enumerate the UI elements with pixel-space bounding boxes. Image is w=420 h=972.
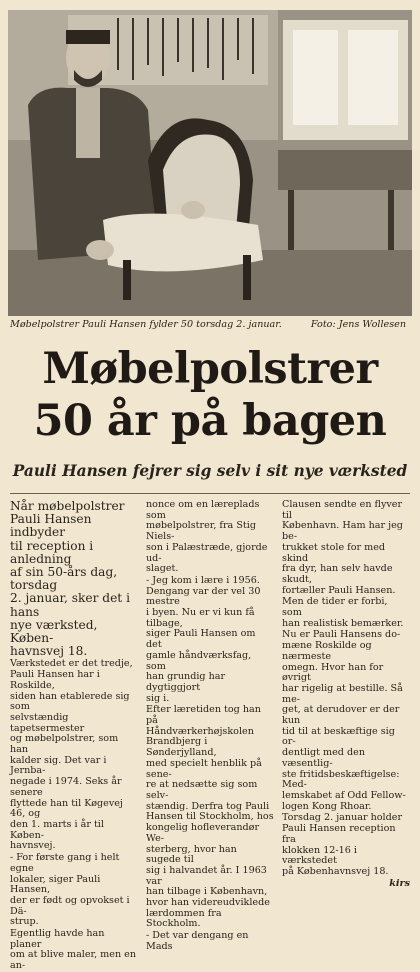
paragraph: Nu er Pauli Hansens do- mæne Roskilde og nærmeste omegn. Hvor han for øvrigt har rigelig at bestille. Så me- get, at derudover er der kun tid til at beskæftige sig or- dentligt med den væsentlig- ste fritidsbeskæftigelse: Med- lemskabet af Odd Fellow- logen Kong Rhoar. [282, 629, 406, 812]
divider [10, 493, 410, 494]
article-column-1 [10, 499, 138, 972]
paragraph: - Jeg kom i lære i 1956. Dengang var der vel 30 mestre i byen. Nu er vi kun få tilbage, siger Pauli Hansen om det gamle håndværksfag, som han grundig har dygtiggjort sig i. [146, 574, 261, 704]
caption-text: Møbelpolstrer Pauli Hansen fylder 50 torsdag 2. januar. [10, 319, 282, 330]
paragraph: Værkstedet er det tredje, Pauli Hansen har i Roskilde, siden han etablerede sig som selvstændig tapetsermester og møbelpolstrer, som han kalder sig. Det var i Jernba- negade i 1974. Seks år senere flyttede han til Køgevej 46, og den 1. marts i år til Køben- havnsvej. [10, 658, 133, 852]
headline-line-2: 50 år på bagen [33, 396, 387, 446]
lead-paragraph: Når møbelpolstrer Pauli Hansen indbyder til reception i anledning af sin 50-års dag, torsdag 2. januar, sker det i hans nye værksted, Køben- havnsvej 18. [10, 499, 130, 659]
paragraph: Egentlig havde han planer om at blive maler, men en an- [10, 928, 137, 972]
photo-caption [10, 319, 410, 333]
subheadline: Pauli Hansen fejrer sig selv i sit nye værksted [12, 462, 408, 480]
article-column-2 [146, 499, 274, 952]
paragraph: - Det var dengang en Mads [146, 930, 249, 952]
photo-credit: Foto: Jens Wollesen [310, 319, 406, 330]
paragraph: Men de tider er forbi, som han realistisk bemærker. [282, 596, 404, 629]
author-signature: kirs [389, 877, 410, 889]
paragraph: Clausen sendte en flyver til København. Ham har jeg be- trukket stole for med skind fra dyr, han selv havde skudt, fortæller Pauli Hansen. [282, 499, 403, 596]
article-photo [8, 10, 412, 316]
paragraph: Efter læretiden tog han på Håndværkerhøjskolen Brandbjerg i Sønderjylland, med specielt henblik på sene- re at nedsætte sig som selv- stændig. Derfra tog Pauli Hansen til Stockholm, hos kongelig hofleverandør We- sterberg, hvor han sugede til sig i halvandet år. I 1963 var han tilbage i København, hvor han videreudviklede lærdommen fra Stockholm. [146, 704, 274, 930]
paragraph: Torsdag 2. januar holder Pauli Hansen reception fra klokken 12-16 i værkstedet på Københavnsvej 18. [282, 812, 403, 877]
headline-line-1: Møbelpolstrer [42, 344, 378, 394]
article-column-3 [282, 499, 410, 889]
paragraph: nonce om en læreplads som møbelpolstrer, fra Stig Niels- son i Palæstræde, gjorde ud- slaget. [146, 499, 268, 575]
paragraph: - For første gang i helt egne lokaler, siger Pauli Hansen, der er født og opvokset i Dä- strup. [10, 852, 130, 928]
workshop-photo-illustration [8, 10, 412, 316]
